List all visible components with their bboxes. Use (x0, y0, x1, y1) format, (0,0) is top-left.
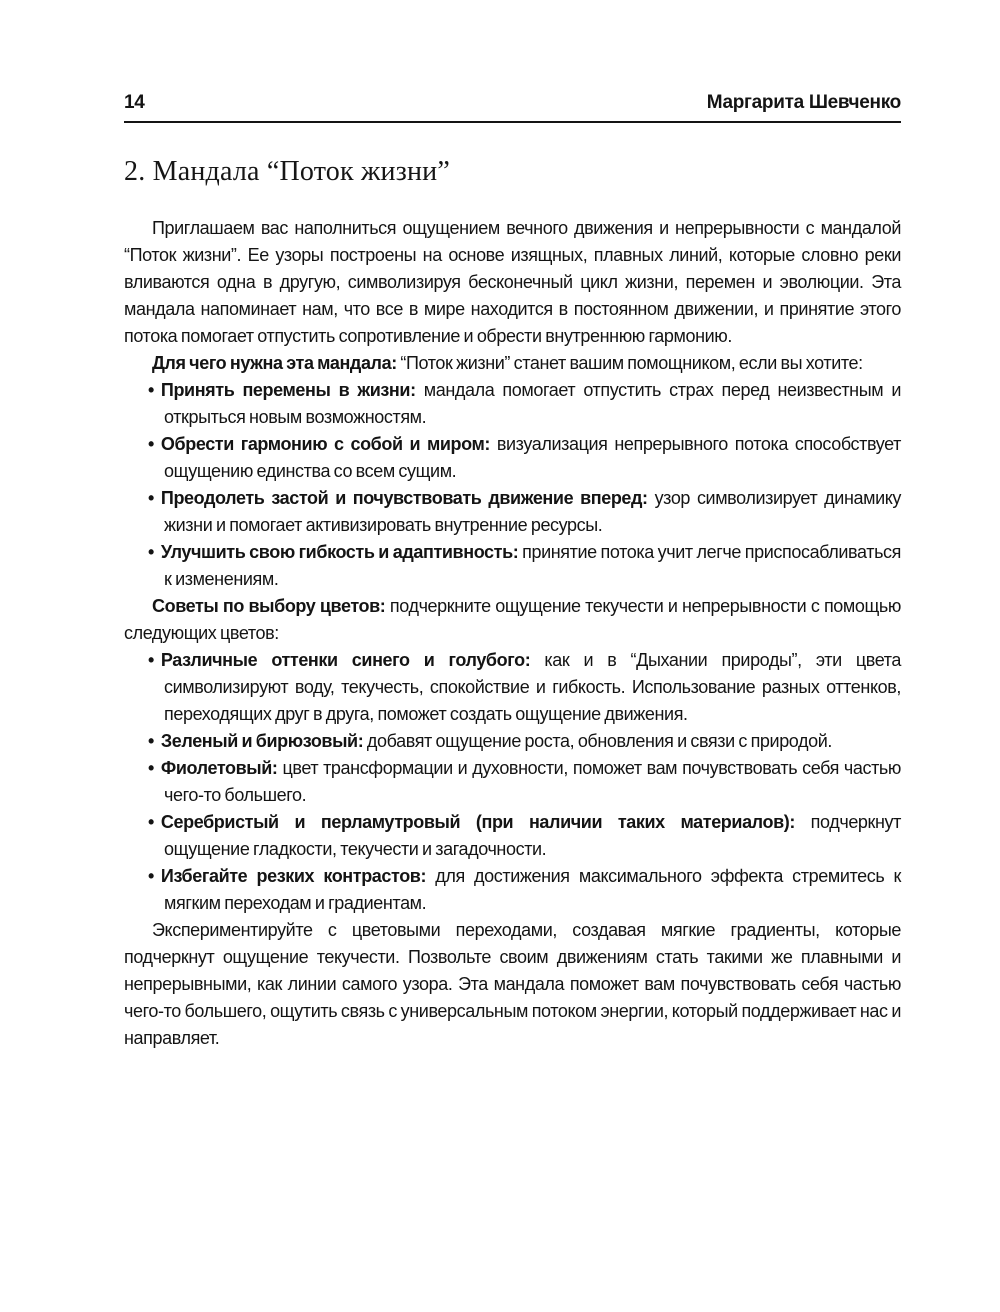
bullet-icon: • (148, 731, 154, 751)
list-item (148, 809, 901, 863)
list-item (148, 431, 901, 485)
bullet-icon: • (148, 434, 154, 454)
list-item (148, 755, 901, 809)
colors-lead: Советы по выбору цветов: (152, 596, 386, 616)
item-text: принятие потока учит легче приспосабливаться к изменениям. (164, 542, 901, 589)
intro-paragraph: Приглашаем вас наполниться ощущением вечного движения и непрерывности с мандалой “Поток жизни”. Ее узоры построены на основе изящных, плавных линий, которые словно реки вливаются одна в другую, символизируя бесконечный цикл жизни, перемен и эволюции. Эта мандала напоминает нам, что все в мире находится в постоянном движении, и принятие этого потока помогает отпустить сопротивление и обрести внутреннюю гармонию. (124, 218, 901, 346)
list-item (148, 647, 901, 728)
colors-text: подчеркните ощущение текучести и непрерывности с помощью следующих цветов: (124, 596, 901, 643)
list-item (148, 377, 901, 431)
item-lead: Фиолетовый: (160, 758, 278, 778)
item-lead: Обрести гармонию с собой и миром: (160, 434, 491, 454)
bullet-icon: • (148, 488, 154, 508)
page-body (124, 215, 901, 1052)
colors-heading-paragraph (124, 593, 901, 647)
bullet-icon: • (148, 812, 154, 832)
closing-paragraph: Экспериментируйте с цветовыми переходами, создавая мягкие градиенты, которые подчеркнут ощущение текучести. Позвольте своим движениям стать такими же плавными и непрерывными, как линии самого узора. Эта мандала поможет вам почувствовать себя частью чего-то большего, ощутить связь с универсальным потоком энергии, который поддерживает нас и направляет. (124, 920, 901, 1048)
item-text: добавят ощущение роста, обновления и связи с природой. (363, 731, 832, 751)
list-item (148, 863, 901, 917)
bullet-icon: • (148, 866, 154, 886)
item-lead: Избегайте резких контрастов: (160, 866, 427, 886)
chapter-title: 2. Мандала “Поток жизни” (124, 156, 450, 187)
item-text: узор символизирует динамику жизни и помогает активизировать внутренние ресурсы. (164, 488, 901, 535)
page-number: 14 (124, 92, 145, 113)
purpose-lead: Для чего нужна эта мандала: (152, 353, 397, 373)
bullet-icon: • (148, 380, 154, 400)
item-lead: Зеленый и бирюзовый: (160, 731, 364, 751)
item-lead: Преодолеть застой и почувствовать движение вперед: (160, 488, 648, 508)
item-text: подчеркнут ощущение гладкости, текучести и загадочности. (164, 812, 901, 859)
item-text: как и в “Дыхании природы”, эти цвета символизируют воду, текучесть, спокойствие и гибкость. Использование разных оттенков, переходящих друг в друга, поможет создать ощущение движения. (164, 650, 901, 724)
bullet-icon: • (148, 542, 154, 562)
purpose-paragraph (124, 350, 901, 377)
page-header (124, 92, 901, 123)
list-item (148, 728, 901, 755)
bullet-icon: • (148, 650, 154, 670)
item-lead: Серебристый и перламутровый (при наличии таких материалов): (160, 812, 795, 832)
item-text: цвет трансформации и духовности, поможет вам почувствовать себя частью чего-то большего. (164, 758, 901, 805)
item-lead: Принять перемены в жизни: (160, 380, 416, 400)
item-text: для достижения максимального эффекта стремитесь к мягким переходам и градиентам. (164, 866, 901, 913)
purpose-text: “Поток жизни” станет вашим помощником, если вы хотите: (396, 353, 863, 373)
item-text: мандала помогает отпустить страх перед неизвестным и открыться новым возможностям. (164, 380, 901, 427)
colors-list (148, 647, 901, 917)
list-item (148, 539, 901, 593)
list-item (148, 485, 901, 539)
item-lead: Различные оттенки синего и голубого: (160, 650, 531, 670)
bullet-icon: • (148, 758, 154, 778)
purpose-list (148, 377, 901, 593)
author-name: Маргарита Шевченко (706, 92, 901, 113)
item-text: визуализация непрерывного потока способствует ощущению единства со всем сущим. (164, 434, 901, 481)
item-lead: Улучшить свою гибкость и адаптивность: (160, 542, 519, 562)
